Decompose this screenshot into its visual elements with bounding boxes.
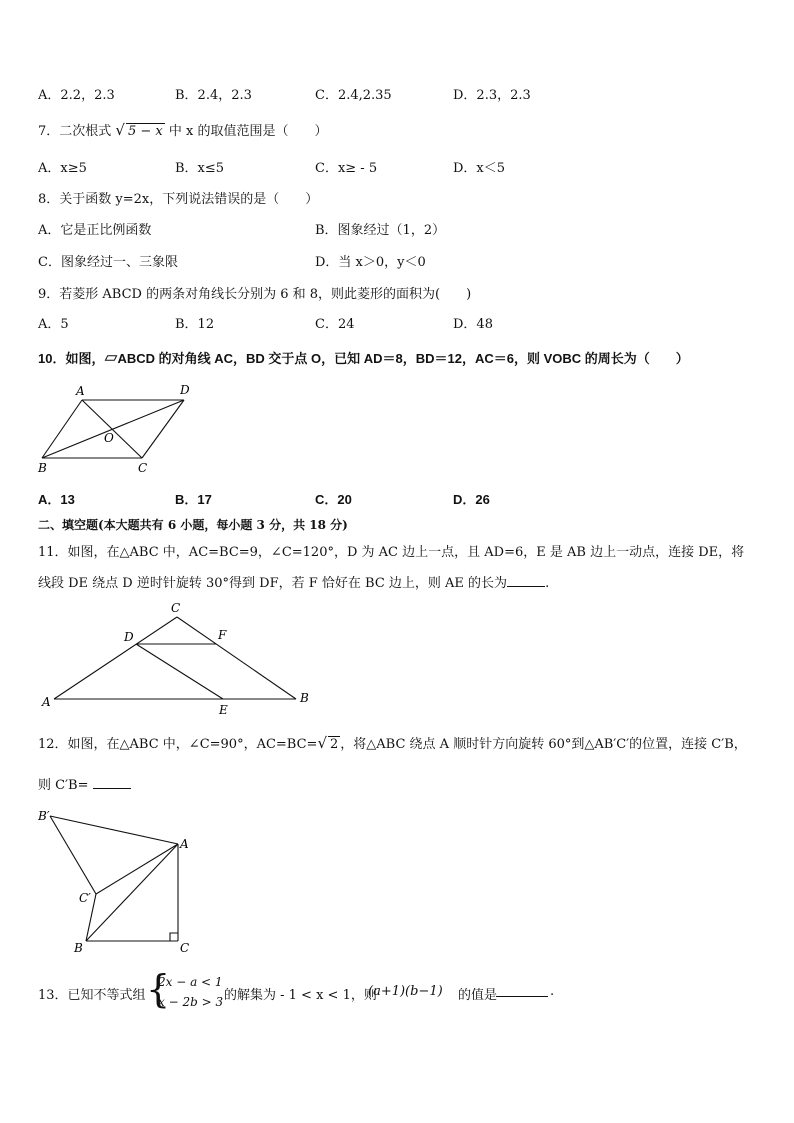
- q13-suffix: 的值是: [458, 988, 498, 1003]
- q9-stem: 9．若菱形 ABCD 的两条对角线长分别为 6 和 8，则此菱形的面积为( ): [38, 287, 472, 302]
- q12-label-b: B: [74, 941, 83, 955]
- q9-option-a: A．5: [38, 317, 69, 332]
- q11-figure: [38, 600, 318, 718]
- q10-label-b: B: [38, 461, 47, 475]
- q9-option-d: D．48: [453, 317, 493, 332]
- q12-figure: [34, 806, 204, 956]
- section2-title: 二、填空题(本大题共有 6 小题，每小题 3 分，共 18 分): [38, 518, 348, 532]
- q12-label-c: C: [180, 941, 190, 955]
- q13-ineq2: x − 2b > 3: [158, 995, 224, 1009]
- q12-line2: [38, 774, 131, 793]
- q8-option-b: B．图象经过（1，2）: [315, 223, 446, 238]
- q10-label-o: O: [104, 431, 114, 445]
- q13-expr: (a+1)(b−1): [368, 984, 443, 999]
- q9-option-b: B．12: [175, 317, 215, 332]
- q10-figure: [34, 380, 194, 476]
- q11-line1: 11．如图，在△ABC 中，AC=BC=9，∠C=120°，D 为 AC 边上一点，且 AD=6，E 是 AB 边上一动点，连接 DE，将: [38, 545, 745, 560]
- q7-option-a: A．x≥5: [38, 161, 87, 176]
- q11-answer-blank[interactable]: [507, 574, 545, 587]
- q12-line1: 12．如图，在△ABC 中，∠C=90°，AC=BC=√ 2 ，将△ABC 绕点 A 顺时针方向旋转 60°到△AB′C′的位置，连接 C′B，: [38, 734, 747, 752]
- q8-option-a: A．它是正比例函数: [38, 223, 152, 238]
- q13-middle: 的解集为 - 1 < x < 1，则: [224, 988, 377, 1003]
- q13-ineq1: 2x − a < 1: [158, 975, 223, 989]
- q10-label-c: C: [138, 461, 148, 475]
- q12-line2-text: 则 C′B=: [38, 778, 89, 793]
- q10-label-a: A: [76, 384, 85, 398]
- q11-label-c: C: [171, 601, 181, 615]
- q12-label-c-prime: C′: [79, 891, 91, 905]
- q6-option-c: C．2.4,2.35: [315, 88, 392, 103]
- q10-stem: 10．如图，▱ABCD 的对角线 AC，BD 交于点 O，已知 AD＝8，BD＝12，AC＝6，则 VOBC 的周长为（ ）: [38, 351, 689, 366]
- q11-line2-end: .: [545, 576, 550, 591]
- q12-right-angle-mark: [170, 933, 178, 941]
- q11-segment-de: [136, 644, 223, 699]
- q9-option-c: C．24: [315, 317, 355, 332]
- q11-line2: [38, 572, 549, 591]
- q12-answer-blank[interactable]: [93, 776, 131, 789]
- q7-radicand: 5 − x: [127, 124, 163, 139]
- q10-option-a: A．13: [38, 492, 75, 507]
- q12-label-a: A: [180, 837, 189, 851]
- q13-prefix: 13．已知不等式组: [38, 988, 146, 1003]
- q12-edge-b1a: [50, 816, 178, 844]
- q6-option-a: A．2.2，2.3: [38, 88, 115, 103]
- q12-line1-suffix: ，将△ABC 绕点 A 顺时针方向旋转 60°到△AB′C′的位置，连接 C′B，: [340, 737, 747, 752]
- q11-label-a: A: [42, 695, 51, 709]
- q11-edge-cb: [177, 617, 296, 699]
- q7-suffix: 中 x 的取值范围是（ ）: [168, 124, 328, 139]
- q12-label-b-prime: B′: [38, 809, 50, 823]
- q10-option-b: B．17: [175, 492, 212, 507]
- q11-line2-text: 线段 DE 绕点 D 逆时针旋转 30°得到 DF，若 F 恰好在 BC 边上，则 AE 的长为: [38, 576, 508, 591]
- q11-label-b: B: [300, 691, 309, 705]
- q7-stem: 7．二次根式 √ 5 − x 中 x 的取值范围是（ ）: [38, 121, 328, 139]
- q13-answer-blank[interactable]: [496, 984, 548, 997]
- q10-option-d: D．26: [453, 492, 490, 507]
- q11-label-f: F: [218, 628, 227, 642]
- q13-inequality-system: { 2x − a < 1 x − 2b > 3: [146, 967, 224, 1011]
- q8-option-c: C．图象经过一、三象限: [38, 255, 178, 270]
- q12-line1-prefix: 12．如图，在△ABC 中，∠C=90°，AC=BC=: [38, 737, 318, 752]
- q7-option-d: D．x＜5: [453, 161, 506, 176]
- q7-option-b: B．x≤5: [175, 161, 225, 176]
- q11-label-e: E: [219, 703, 228, 717]
- q8-stem: 8．关于函数 y=2x，下列说法错误的是（ ）: [38, 192, 319, 207]
- q13-end: .: [550, 984, 555, 999]
- q6-option-b: B．2.4，2.3: [175, 88, 252, 103]
- q10-option-c: C．20: [315, 492, 352, 507]
- q12-edge-ba: [86, 844, 178, 941]
- q11-label-d: D: [124, 630, 134, 644]
- q6-option-d: D．2.3，2.3: [453, 88, 531, 103]
- q12-edge-b1c1: [50, 816, 96, 894]
- q12-radicand: 2: [330, 737, 339, 752]
- q7-prefix: 7．二次根式: [38, 124, 112, 139]
- q10-label-d: D: [180, 383, 190, 397]
- q8-option-d: D．当 x＞0，y＜0: [315, 255, 426, 270]
- q7-option-c: C．x≥ - 5: [315, 161, 378, 176]
